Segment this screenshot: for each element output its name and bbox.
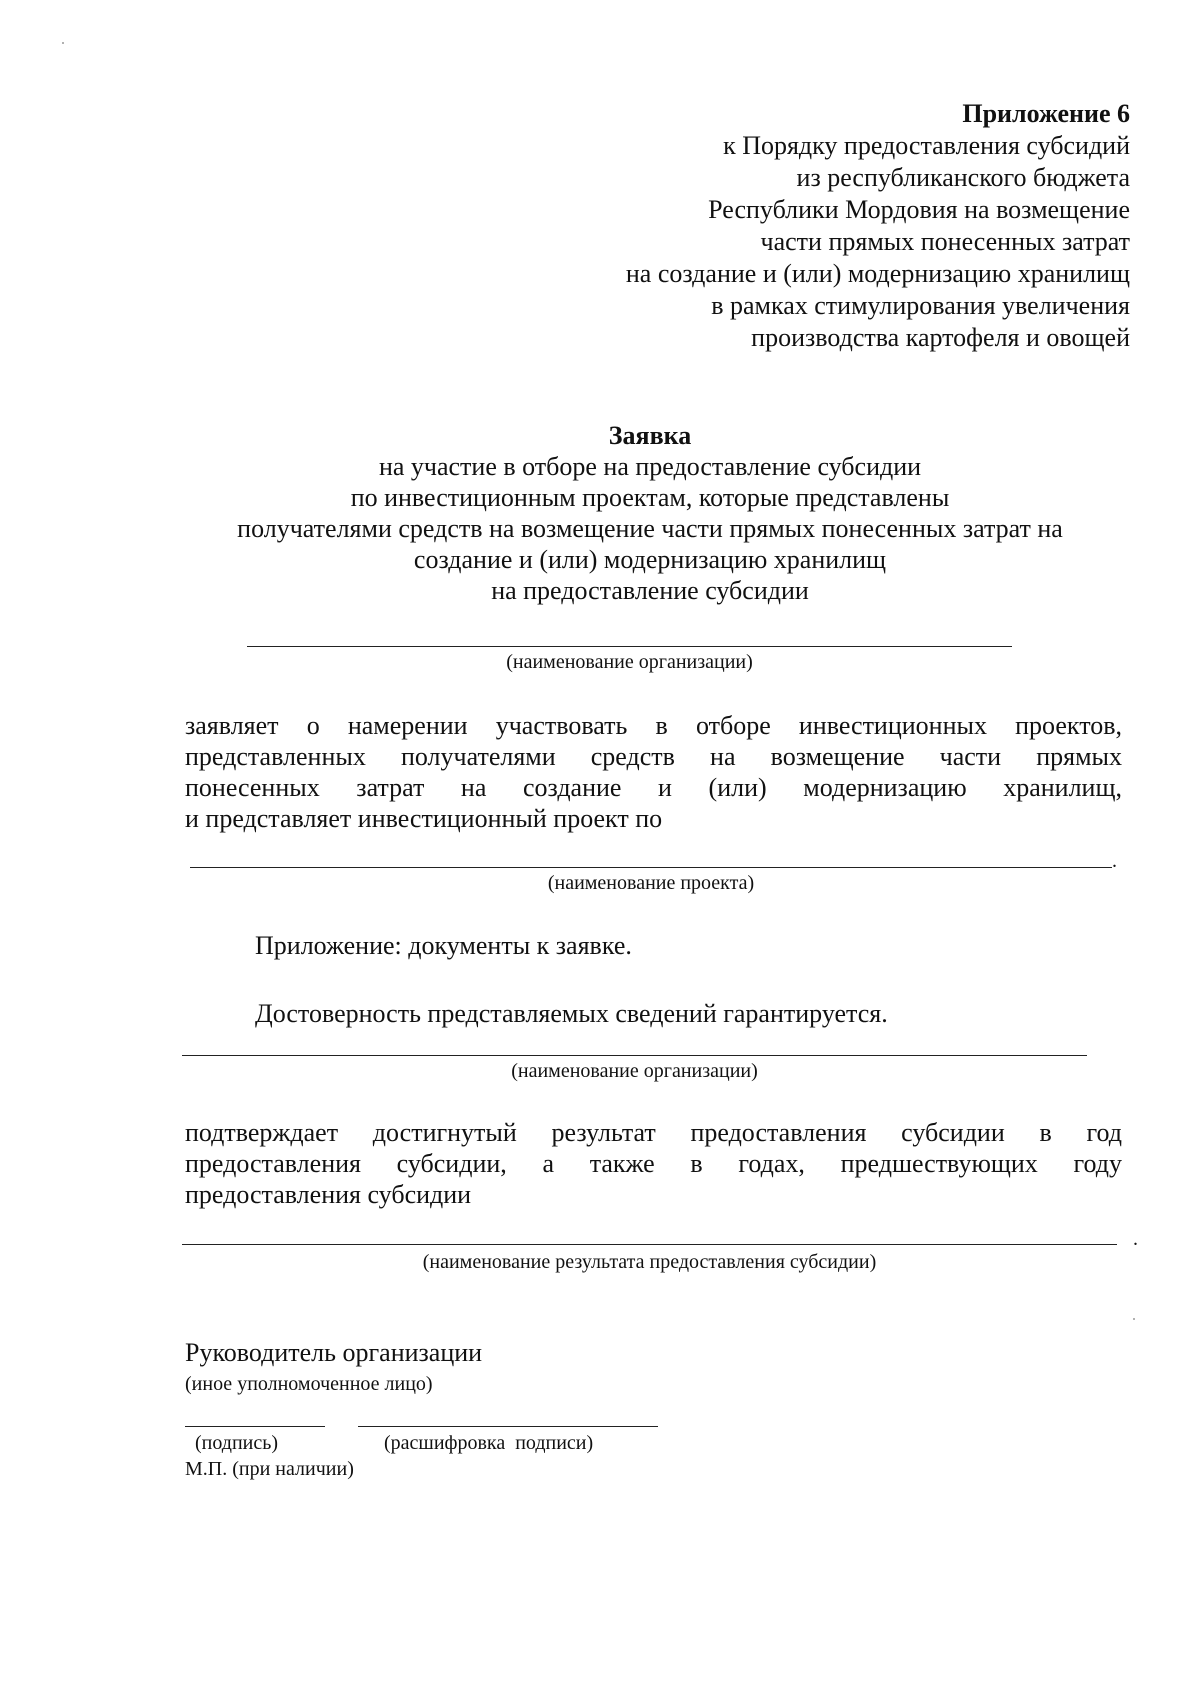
paragraph-line: понесенных затрат на создание и (или) модернизацию хранилищ,: [185, 773, 1122, 802]
application-line: на предоставление субсидии: [491, 576, 809, 605]
stamp-place: М.П. (при наличии): [185, 1458, 354, 1480]
authorized-person-note: (иное уполномоченное лицо): [185, 1373, 433, 1395]
application-heading: [150, 420, 1150, 606]
paragraph-line: подтверждает достигнутый результат предоставления субсидии в год: [185, 1118, 1122, 1147]
organization-name-caption-2: (наименование организации): [511, 1060, 758, 1082]
project-name-caption: (наименование проекта): [547, 872, 755, 894]
paragraph-line: представленных получателями средств на возмещение части прямых: [185, 742, 1122, 771]
reliability-line: Достоверность представляемых сведений гарантируется.: [255, 999, 888, 1028]
annex-line: части прямых понесенных затрат: [760, 227, 1130, 256]
result-paragraph: [185, 1117, 1122, 1210]
paragraph-line: заявляет о намерении участвовать в отборе инвестиционных проектов,: [185, 711, 1122, 740]
trailing-dot: .: [1133, 1228, 1138, 1250]
annex-line: на создание и (или) модернизацию хранилищ: [625, 259, 1130, 288]
signature-decryption-caption: (расшифровка подписи): [384, 1432, 594, 1454]
intent-paragraph: [185, 710, 1122, 834]
result-name-line: [182, 1244, 1117, 1245]
application-title: Заявка: [608, 421, 692, 450]
annex-line: к Порядку предоставления субсидий: [723, 131, 1130, 160]
annex-header: [490, 98, 1130, 354]
annex-line: из республиканского бюджета: [796, 163, 1130, 192]
attachment-line: Приложение: документы к заявке.: [255, 931, 632, 960]
signature-decryption-line: [358, 1426, 658, 1427]
annex-line: в рамках стимулирования увеличения: [711, 291, 1130, 320]
paragraph-line: предоставления субсидии: [185, 1180, 472, 1209]
signature-caption: (подпись): [195, 1432, 279, 1454]
organization-name-line: [247, 646, 1012, 647]
result-name-caption: (наименование результата предоставления субсидии): [422, 1251, 877, 1273]
organization-name-caption: (наименование организации): [506, 651, 753, 673]
project-name-line: [190, 867, 1112, 868]
application-line: по инвестиционным проектам, которые представлены: [350, 483, 950, 512]
scan-speck: [62, 42, 64, 44]
trailing-dot: .: [1112, 850, 1117, 872]
annex-title: Приложение 6: [962, 99, 1130, 128]
paragraph-line: и представляет инвестиционный проект по: [185, 804, 663, 833]
organization-name-line-2: [182, 1055, 1087, 1056]
annex-line: производства картофеля и овощей: [751, 323, 1130, 352]
application-line: на участие в отборе на предоставление субсидии: [378, 452, 922, 481]
paragraph-line: предоставления субсидии, а также в годах, предшествующих году: [185, 1149, 1122, 1178]
application-line: получателями средств на возмещение части прямых понесенных затрат на: [237, 514, 1063, 543]
annex-line: Республики Мордовия на возмещение: [708, 195, 1130, 224]
signature-line: [185, 1426, 325, 1427]
scan-speck: [1133, 1318, 1135, 1320]
application-line: создание и (или) модернизацию хранилищ: [413, 545, 887, 574]
head-of-organization: Руководитель организации: [185, 1338, 483, 1367]
